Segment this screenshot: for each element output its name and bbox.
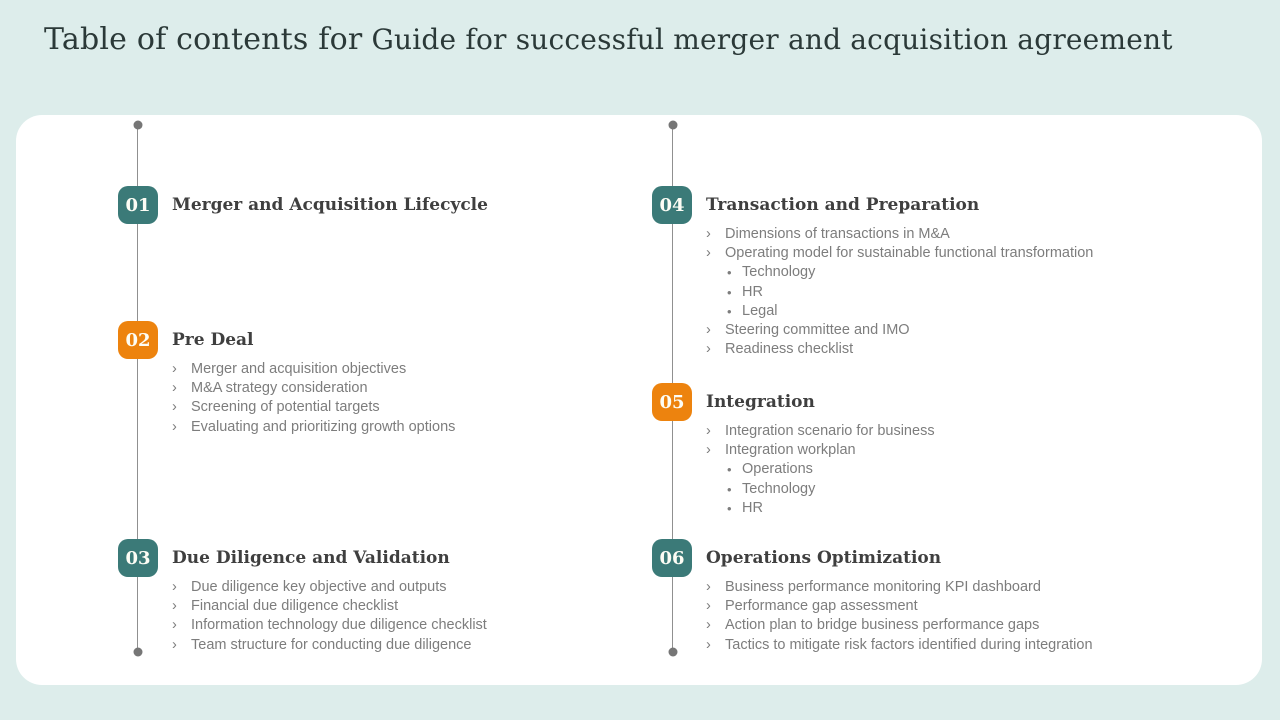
toc-item-label: Information technology due diligence checklist [191, 617, 487, 634]
toc-subitem [706, 263, 1232, 282]
toc-item [706, 597, 1242, 616]
toc-item [706, 225, 1232, 244]
chevron-bullet-icon: › [172, 361, 177, 377]
slide-title [44, 22, 1244, 57]
toc-subitem-label: Operations [742, 461, 813, 478]
toc-item-label: Screening of potential targets [191, 399, 380, 416]
toc-item-label: Team structure for conducting due diligence [191, 636, 472, 653]
toc-item-label: Performance gap assessment [725, 598, 918, 615]
timeline-dot [133, 121, 142, 130]
toc-item-label: Action plan to bridge business performance gaps [725, 617, 1040, 634]
toc-item [706, 441, 1212, 460]
toc-section-04 [652, 186, 1232, 359]
chevron-bullet-icon: › [706, 442, 711, 459]
chevron-bullet-icon: › [706, 226, 711, 242]
toc-item [172, 418, 638, 437]
toc-item [706, 321, 1232, 340]
section-content [706, 186, 1232, 359]
toc-section-03 [118, 539, 658, 655]
toc-item [706, 422, 1212, 441]
section-title: Transaction and Preparation [706, 195, 980, 215]
toc-section-02 [118, 321, 638, 437]
toc-item-label: Evaluating and prioritizing growth options [191, 418, 456, 435]
toc-subitem [706, 499, 1212, 518]
toc-subitem-label: Legal [742, 302, 778, 319]
toc-item [172, 398, 638, 417]
toc-section-06 [652, 539, 1242, 655]
chevron-bullet-icon: › [172, 617, 177, 634]
section-title: Integration [706, 392, 815, 412]
chevron-bullet-icon: › [706, 636, 711, 653]
toc-item [706, 616, 1242, 635]
chevron-bullet-icon: › [172, 598, 177, 615]
timeline-dot [668, 121, 677, 130]
section-content [172, 321, 638, 437]
toc-item-label: Financial due diligence checklist [191, 598, 399, 615]
toc-section-05 [652, 383, 1212, 518]
toc-item-label: Integration scenario for business [725, 423, 935, 439]
toc-item [706, 244, 1232, 263]
toc-item-label: Integration workplan [725, 442, 856, 459]
toc-item [172, 597, 658, 616]
toc-item-label: Due diligence key objective and outputs [191, 579, 447, 595]
toc-subitem-label: Technology [742, 264, 816, 281]
toc-item [172, 636, 658, 655]
chevron-bullet-icon: › [706, 579, 711, 595]
toc-item-label: Steering committee and IMO [725, 322, 910, 339]
toc-item-label: M&A strategy consideration [191, 380, 368, 397]
section-items [172, 360, 638, 437]
toc-section-01 [118, 186, 638, 225]
toc-subitem [706, 480, 1212, 499]
toc-item [172, 616, 658, 635]
dot-bullet-icon: • [727, 481, 732, 497]
toc-item-label: Merger and acquisition objectives [191, 361, 407, 377]
section-content [172, 539, 658, 655]
dot-bullet-icon: • [727, 265, 732, 281]
section-number-badge: 01 [118, 186, 158, 224]
toc-item [706, 340, 1232, 359]
section-number-badge: 02 [118, 321, 158, 359]
slide-title-main: Guide for successful merger and acquisition agreement [362, 23, 1173, 56]
chevron-bullet-icon: › [172, 399, 177, 416]
chevron-bullet-icon: › [706, 322, 711, 339]
section-number-badge: 06 [652, 539, 692, 577]
section-title: Due Diligence and Validation [172, 548, 450, 568]
section-items [172, 578, 658, 655]
toc-item-label: Operating model for sustainable functional transformation [725, 245, 1094, 262]
section-number-badge: 04 [652, 186, 692, 224]
section-content [706, 383, 1212, 518]
chevron-bullet-icon: › [706, 245, 711, 262]
section-number-badge: 03 [118, 539, 158, 577]
section-title: Merger and Acquisition Lifecycle [172, 195, 488, 215]
toc-subitem-label: Technology [742, 480, 816, 497]
section-items [706, 578, 1242, 655]
toc-item-label: Business performance monitoring KPI dashboard [725, 579, 1041, 595]
toc-item-label: Tactics to mitigate risk factors identified during integration [725, 636, 1093, 653]
dot-bullet-icon: • [727, 462, 732, 478]
toc-item [172, 379, 638, 398]
chevron-bullet-icon: › [172, 380, 177, 397]
chevron-bullet-icon: › [706, 617, 711, 634]
section-content [172, 186, 638, 225]
section-number-badge: 05 [652, 383, 692, 421]
chevron-bullet-icon: › [706, 598, 711, 615]
chevron-bullet-icon: › [706, 341, 711, 358]
toc-subitem [706, 283, 1232, 302]
dot-bullet-icon: • [727, 284, 732, 300]
section-items [706, 225, 1232, 359]
toc-subitem [706, 460, 1212, 479]
toc-subitem-label: HR [742, 283, 763, 300]
section-content [706, 539, 1242, 655]
toc-item [706, 636, 1242, 655]
toc-item [172, 578, 658, 597]
slide-title-prefix: Table of contents for [44, 22, 363, 57]
toc-item [706, 578, 1242, 597]
toc-item-label: Dimensions of transactions in M&A [725, 226, 950, 242]
toc-item-label: Readiness checklist [725, 341, 854, 358]
section-title: Operations Optimization [706, 548, 942, 568]
chevron-bullet-icon: › [172, 418, 177, 435]
chevron-bullet-icon: › [706, 423, 711, 439]
dot-bullet-icon: • [727, 500, 732, 516]
toc-subitem-label: HR [742, 499, 763, 516]
section-items [706, 422, 1212, 518]
dot-bullet-icon: • [727, 303, 732, 319]
chevron-bullet-icon: › [172, 579, 177, 595]
chevron-bullet-icon: › [172, 636, 177, 653]
section-title: Pre Deal [172, 330, 254, 350]
toc-item [172, 360, 638, 379]
toc-subitem [706, 302, 1232, 321]
